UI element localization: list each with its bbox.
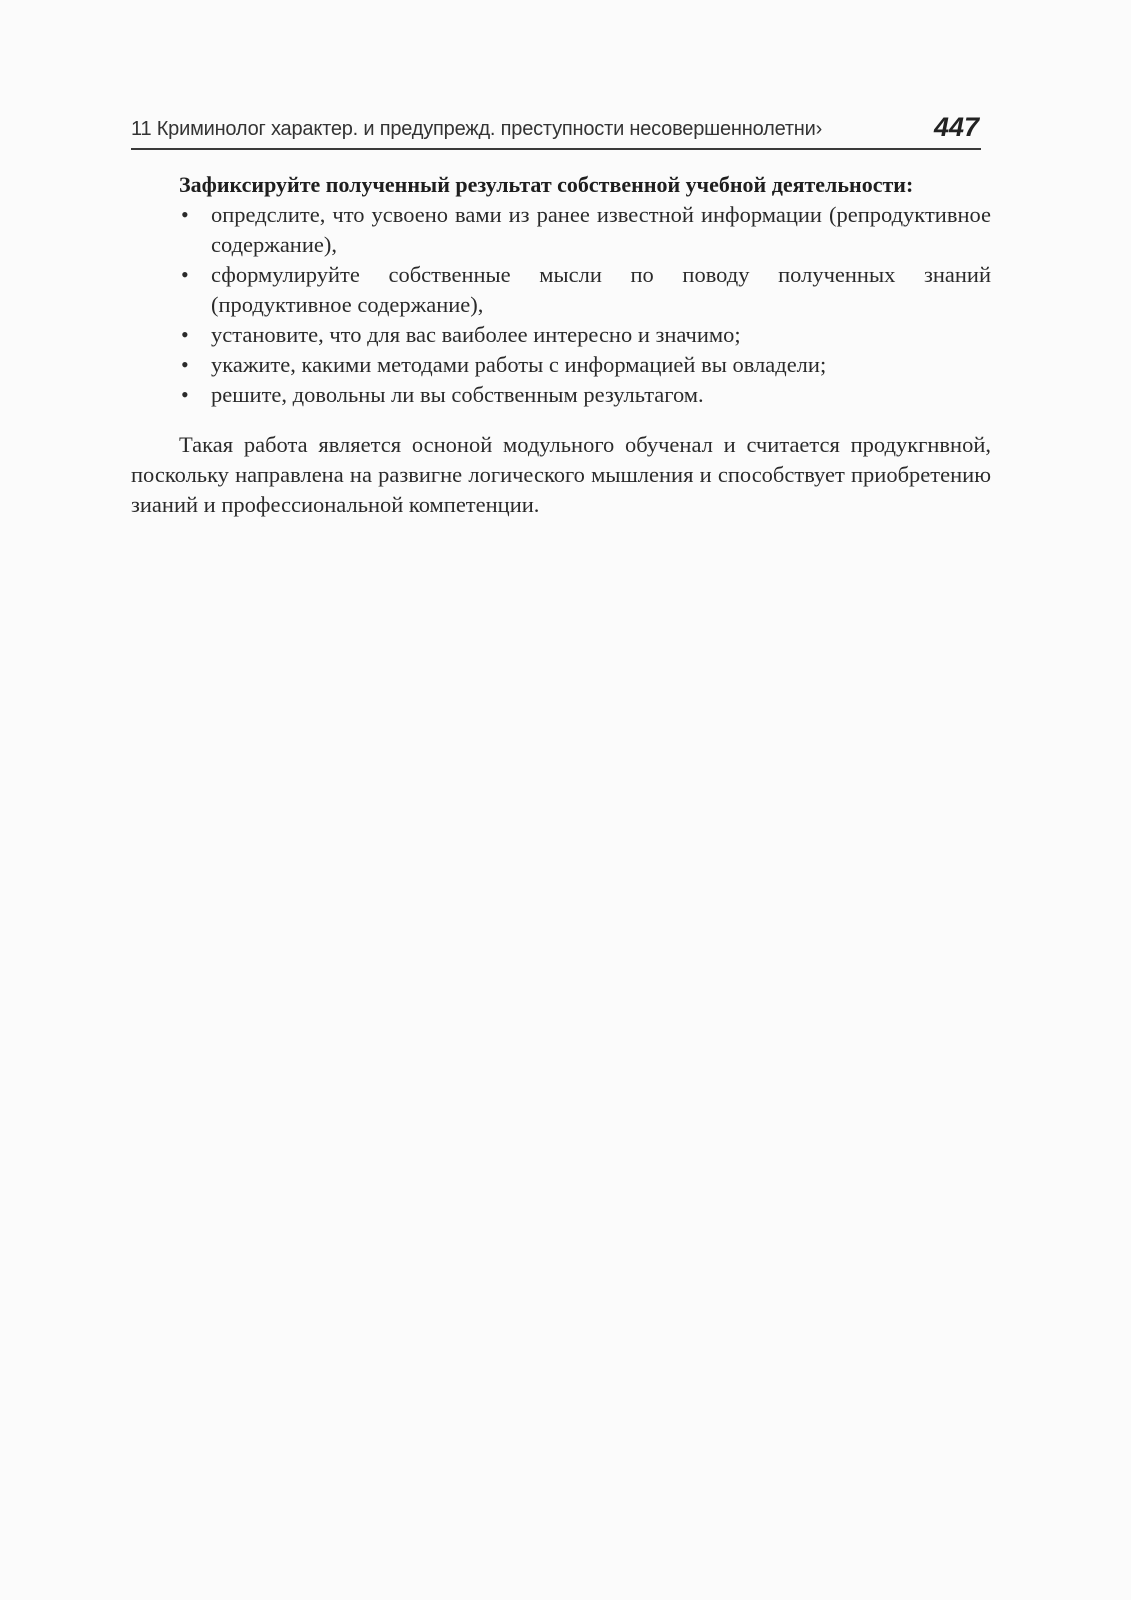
list-item-text: установите, что для вас ваиболее интересно и значимо; bbox=[211, 322, 741, 347]
bullet-icon: • bbox=[181, 382, 189, 407]
bullet-icon: • bbox=[181, 262, 189, 287]
bullet-icon: • bbox=[181, 352, 189, 377]
list-item-text: опредслите, что усвоено вами из ранее известной информации (репродуктивное содержание), bbox=[211, 202, 991, 257]
list-item bbox=[131, 380, 991, 410]
list-item-text: сформулируйте собственные мысли по поводу полученных знаний (продуктивное содержание), bbox=[211, 262, 991, 317]
running-header bbox=[131, 112, 981, 150]
list-item bbox=[131, 200, 991, 260]
running-header-title: 11 Криминолог характер. и предупрежд. преступности несовершеннолетни› bbox=[131, 118, 823, 140]
list-item-text: решите, довольны ли вы собственным результагом. bbox=[211, 382, 704, 407]
bullet-list bbox=[131, 200, 991, 410]
body-paragraph: Такая работа является осноной модульного обученал и считается продукгнвной, поскольку направлена на развигне логического мышления и способствует приобретению зианий и профессиональной компетенции. bbox=[131, 432, 991, 517]
list-item-text: укажите, какими методами работы с информацией вы овладели; bbox=[211, 352, 827, 377]
bullet-icon: • bbox=[181, 202, 189, 227]
bullet-icon: • bbox=[181, 322, 189, 347]
list-item bbox=[131, 260, 991, 320]
page-content bbox=[131, 170, 991, 520]
page-number: 447 bbox=[933, 112, 979, 142]
instruction-heading: Зафиксируйте полученный результат собственной учебной деятельности: bbox=[179, 172, 914, 197]
list-item bbox=[131, 320, 991, 350]
list-item bbox=[131, 350, 991, 380]
